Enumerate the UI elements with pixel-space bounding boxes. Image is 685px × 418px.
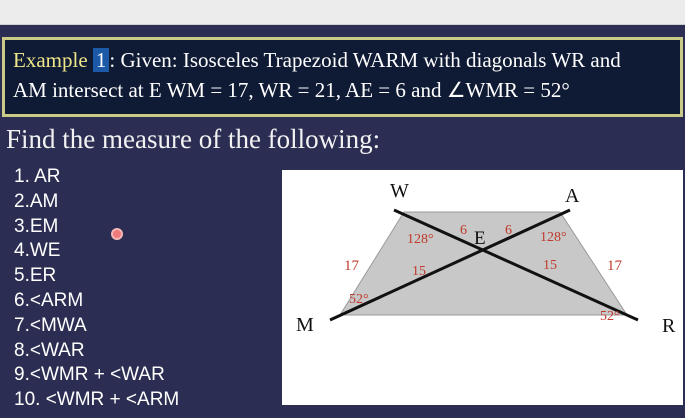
- segment-er-label: 15: [543, 258, 557, 273]
- segment-ae-label: 6: [505, 223, 512, 238]
- angle-a-label: 128°: [540, 230, 567, 245]
- trapezoid-svg: [282, 170, 683, 405]
- top-bar: [0, 0, 685, 25]
- example-label: Example: [13, 48, 88, 72]
- example-given-text: : Given: Isosceles Trapezoid WARM with diagonals WR and: [109, 48, 621, 72]
- example-number: 1: [93, 48, 110, 72]
- segment-we-label: 6: [460, 223, 467, 238]
- angle-w-label: 128°: [407, 232, 434, 247]
- side-wm-label: 17: [344, 258, 359, 274]
- question-item: 1. AR: [14, 166, 61, 187]
- question-item: 4.WE: [14, 240, 61, 262]
- question-item: 8.<WAR: [14, 339, 85, 361]
- example-line-1: [13, 45, 672, 75]
- angle-r-label: 52°: [600, 309, 620, 324]
- question-item: 6.<ARM: [14, 289, 84, 311]
- question-item: 3.EM: [14, 215, 59, 237]
- vertex-w-label: W: [390, 180, 409, 202]
- example-line-2: AM intersect at E WM = 17, WR = 21, AE = 6 and ∠WMR = 52°: [13, 78, 570, 102]
- vertex-a-label: A: [565, 185, 580, 207]
- vertex-r-label: R: [662, 315, 676, 337]
- question-list: [14, 165, 179, 413]
- question-item: 9.<WMR + <WAR: [14, 364, 165, 386]
- question-item: 2.AM: [14, 190, 59, 212]
- find-heading: Find the measure of the following:: [6, 124, 381, 154]
- example-statement-box: [2, 37, 683, 117]
- vertex-m-label: M: [296, 314, 314, 336]
- segment-em-label: 15: [412, 264, 426, 279]
- question-item: 10. <WMR + <ARM: [14, 389, 180, 411]
- angle-m-label: 52°: [349, 292, 369, 307]
- side-ar-label: 17: [607, 258, 622, 274]
- laser-pointer-dot: [111, 228, 123, 240]
- trapezoid-figure: [282, 170, 683, 405]
- question-item: 7.<MWA: [14, 314, 87, 336]
- point-e-label: E: [474, 228, 486, 249]
- question-item: 5.ER: [14, 265, 57, 287]
